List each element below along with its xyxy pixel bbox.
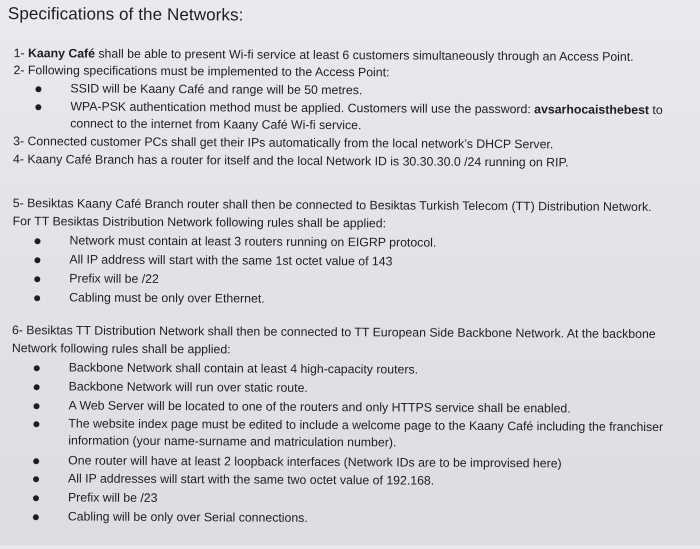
bullet-wpa-text: WPA-PSK authentication method must be applied. Customers will use the password:	[70, 99, 535, 117]
bullet-loopback: One router will have at least 2 loopback interfaces (Network IDs are to be improvised here)	[68, 453, 562, 471]
item-2: 2- Following specifications must be implemented to the Access Point:	[13, 63, 390, 80]
bullet-dot	[33, 495, 39, 501]
bullet-dot	[35, 238, 41, 244]
bullet-wpa-after: to	[648, 102, 663, 118]
bullet-index-page: The website index page must be edited to include a welcome page to the Kaany Café including the franchiser	[68, 416, 664, 435]
bullet-wpa-continued: connect to the internet from Kaany Café Wi-fi service.	[70, 116, 362, 133]
bullet-ethernet: Cabling must be only over Ethernet.	[69, 290, 265, 306]
bullet-dot	[34, 295, 40, 301]
page-title: Specifications of the Networks:	[7, 4, 244, 25]
bullet-index-page-continued: information (your name-surname and matriculation number).	[68, 433, 397, 450]
bullet-dot	[33, 458, 39, 464]
bullet-dot	[33, 476, 39, 482]
item-3: 3- Connected customer PCs shall get their IPs automatically from the local network’s DHCP Server.	[13, 134, 554, 152]
bullet-dot	[34, 403, 40, 409]
wifi-password: avsarhocaisthebest	[534, 102, 650, 117]
item-6: 6- Besiktas TT Distribution Network shall then be connected to TT European Side Backbone Network. At the backbone	[11, 323, 656, 342]
bullet-dot	[34, 257, 40, 263]
bullet-dot	[34, 384, 40, 390]
item-1-bold: Kaany Café	[27, 46, 96, 61]
bullet-dot	[34, 276, 40, 282]
bullet-prefix-22: Prefix will be /22	[69, 271, 159, 286]
bullet-dot	[35, 104, 41, 110]
bullet-octet-192-168: All IP addresses will start with the same two octet value of 192.168.	[68, 471, 435, 488]
bullet-eigrp: Network must contain at least 3 routers running on EIGRP protocol.	[69, 233, 437, 250]
item-1-number: 1-	[13, 46, 29, 61]
bullet-dot	[34, 365, 40, 371]
bullet-ssid: SSID will be Kaany Café and range will be 50 metres.	[70, 81, 363, 98]
item-5-continued: For TT Besiktas Distribution Network following rules shall be applied:	[12, 214, 387, 231]
item-4: 4- Kaany Café Branch has a router for itself and the local Network ID is 30.30.30.0 /24 running on RIP.	[12, 152, 569, 170]
bullet-serial: Cabling will be only over Serial connections.	[67, 509, 308, 525]
bullet-dot	[35, 86, 41, 92]
bullet-backbone-routers: Backbone Network shall contain at least 4 high-capacity routers.	[68, 360, 419, 377]
item-6-continued: Network following rules shall be applied:	[11, 341, 231, 357]
bullet-dot	[33, 421, 39, 427]
bullet-static-route: Backbone Network will run over static route.	[68, 379, 308, 395]
item-1-text: shall be able to present Wi-fi service at least 6 customers simultaneously through an Access Point.	[94, 46, 634, 64]
item-5: 5- Besiktas Kaany Café Branch router shall then be connected to Besiktas Turkish Telecom (TT) Distribution Network.	[12, 196, 652, 214]
bullet-dot	[33, 514, 39, 520]
bullet-web-server: A Web Server will be located to one of the routers and only HTTPS service shall be enabled.	[68, 398, 571, 416]
bullet-octet-143: All IP address will start with the same 1st octet value of 143	[69, 252, 393, 269]
bullet-prefix-23: Prefix will be /23	[67, 490, 158, 505]
